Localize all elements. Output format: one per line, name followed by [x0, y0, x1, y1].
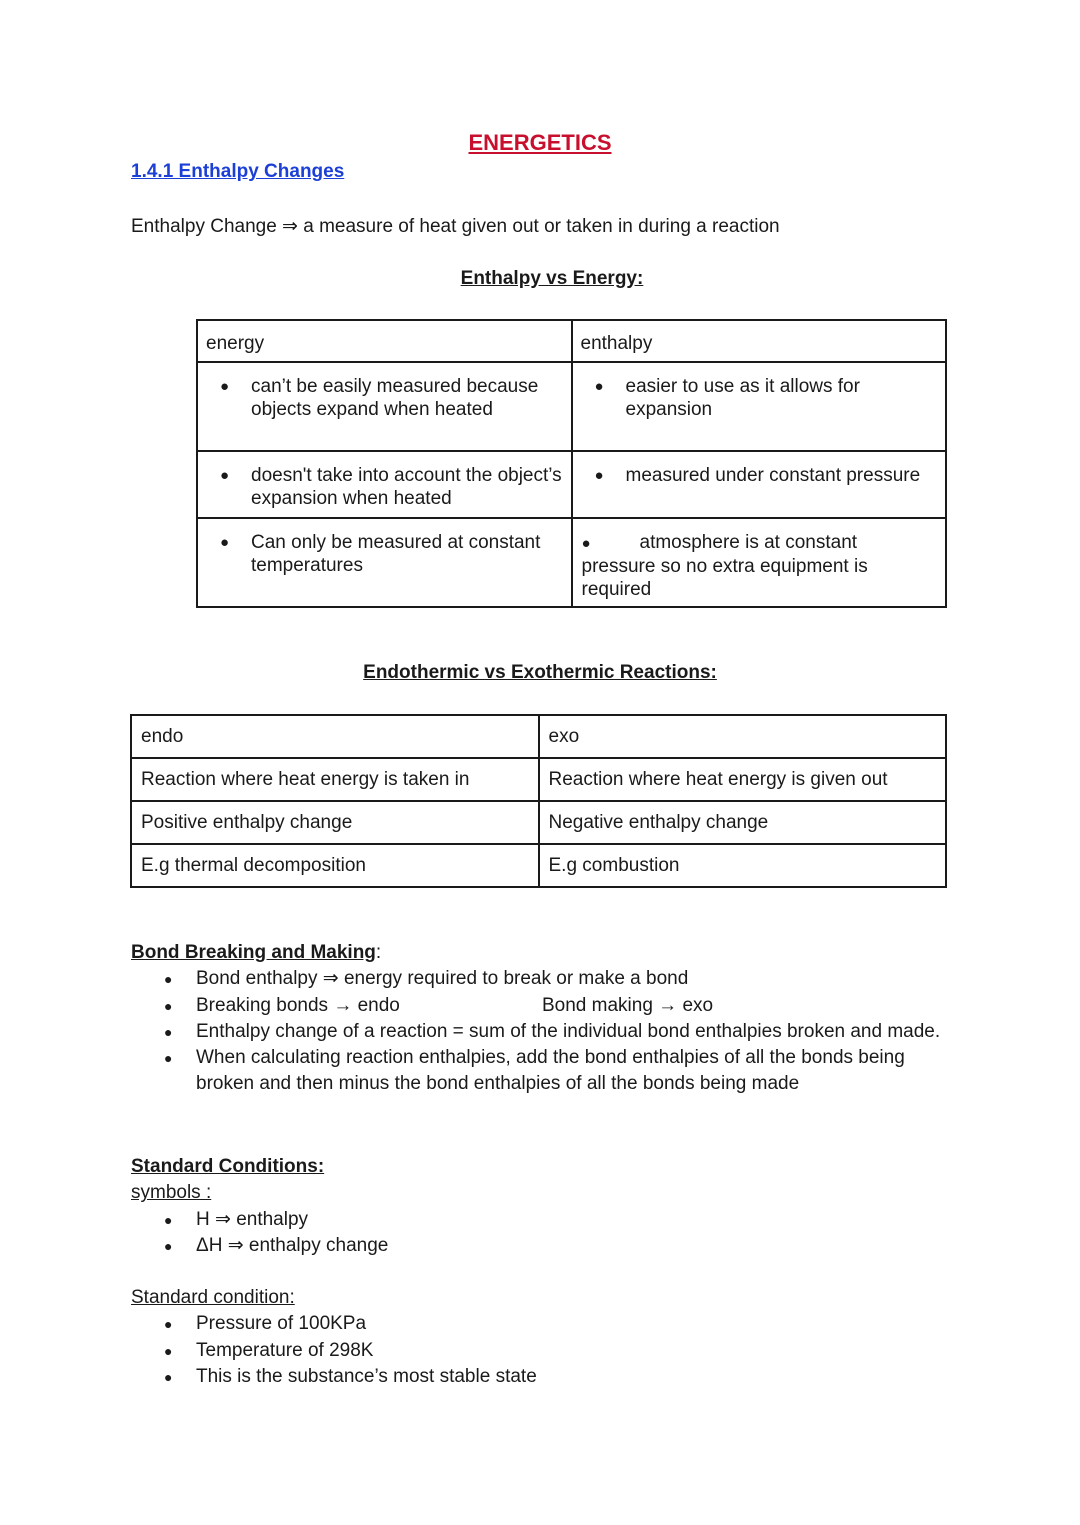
table-cell	[572, 518, 947, 607]
endo-vs-exo-heading: Endothermic vs Exothermic Reactions:	[363, 662, 717, 683]
table-row	[131, 801, 946, 844]
list-item	[131, 993, 951, 1019]
symbols-label: symbols :	[131, 1182, 212, 1204]
cell-text: Can only be measured at constant temperatures	[251, 532, 541, 576]
list-item: ● ΔH ⇒ enthalpy change	[131, 1233, 731, 1259]
table-row	[197, 362, 946, 451]
bullet-icon: ●	[594, 467, 604, 484]
table-cell: Reaction where heat energy is given out	[539, 758, 947, 801]
enthalpy-vs-energy-heading: Enthalpy vs Energy:	[460, 268, 644, 289]
table-cell: Negative enthalpy change	[539, 801, 947, 844]
list-item-text: Bond making → exo	[542, 994, 714, 1016]
table-row	[197, 518, 946, 607]
cell-text: measured under constant pressure	[625, 465, 921, 486]
table-cell	[572, 362, 947, 451]
conditions-list	[131, 1311, 731, 1390]
cell-text: can’t be easily measured because objects expand when heated	[251, 376, 539, 420]
section-heading-link[interactable]: 1.4.1 Enthalpy Changes	[131, 161, 345, 182]
bond-section	[131, 940, 951, 1098]
table-cell: Positive enthalpy change	[131, 801, 539, 844]
list-item: ● Pressure of 100KPa	[131, 1311, 731, 1337]
endo-vs-exo-table	[130, 714, 947, 888]
table-header-cell: exo	[539, 715, 947, 758]
table-cell	[572, 451, 947, 518]
table-header-cell: endo	[131, 715, 539, 758]
table-cell: E.g combustion	[539, 844, 947, 887]
table-header-row	[197, 320, 946, 362]
standard-heading: Standard Conditions:	[131, 1156, 325, 1177]
table-header-cell: energy	[197, 320, 572, 362]
bullet-icon: ●	[219, 534, 229, 551]
table-row	[131, 758, 946, 801]
table-cell	[197, 362, 572, 451]
table-cell: Reaction where heat energy is taken in	[131, 758, 539, 801]
bullet-icon: ●	[219, 378, 229, 395]
cell-text: easier to use as it allows for expansion	[625, 376, 860, 420]
list-item: ● H ⇒ enthalpy	[131, 1207, 731, 1233]
table-cell: E.g thermal decomposition	[131, 844, 539, 887]
bond-heading-colon: :	[375, 942, 382, 963]
symbols-list	[131, 1207, 731, 1260]
table-row	[131, 844, 946, 887]
list-item: ● Enthalpy change of a reaction = sum of the individual bond enthalpies broken and made.	[131, 1019, 951, 1045]
table-header-cell: enthalpy	[572, 320, 947, 362]
list-item: ● When calculating reaction enthalpies, add the bond enthalpies of all the bonds being broken and then minus the bond enthalpies of all the bonds being made	[131, 1045, 951, 1098]
list-item-text: Breaking bonds → endo	[196, 994, 400, 1016]
bullet-icon: ●	[219, 467, 229, 484]
bullet-icon: ●	[581, 535, 591, 552]
enthalpy-vs-energy-table	[196, 319, 947, 608]
bond-list	[131, 966, 951, 1097]
standard-condition-label: Standard condition:	[131, 1287, 295, 1309]
list-item: ● This is the substance’s most stable state	[131, 1364, 731, 1390]
bullet-icon: ●	[594, 378, 604, 395]
standard-section	[131, 1154, 731, 1390]
cell-text: doesn't take into account the object’s expansion when heated	[251, 465, 562, 509]
cell-text: atmosphere is at constant pressure so no extra equipment is required	[581, 532, 868, 600]
table-cell	[197, 518, 572, 607]
list-item: ● Temperature of 298K	[131, 1338, 731, 1364]
bond-heading: Bond Breaking and Making	[131, 942, 376, 963]
table-header-row	[131, 715, 946, 758]
table-cell	[197, 451, 572, 518]
table-row	[197, 451, 946, 518]
page-title: ENERGETICS	[468, 130, 612, 155]
enthalpy-change-definition: Enthalpy Change ⇒ a measure of heat given out or taken in during a reaction	[131, 216, 780, 237]
list-item: ● Bond enthalpy ⇒ energy required to break or make a bond	[131, 966, 951, 992]
